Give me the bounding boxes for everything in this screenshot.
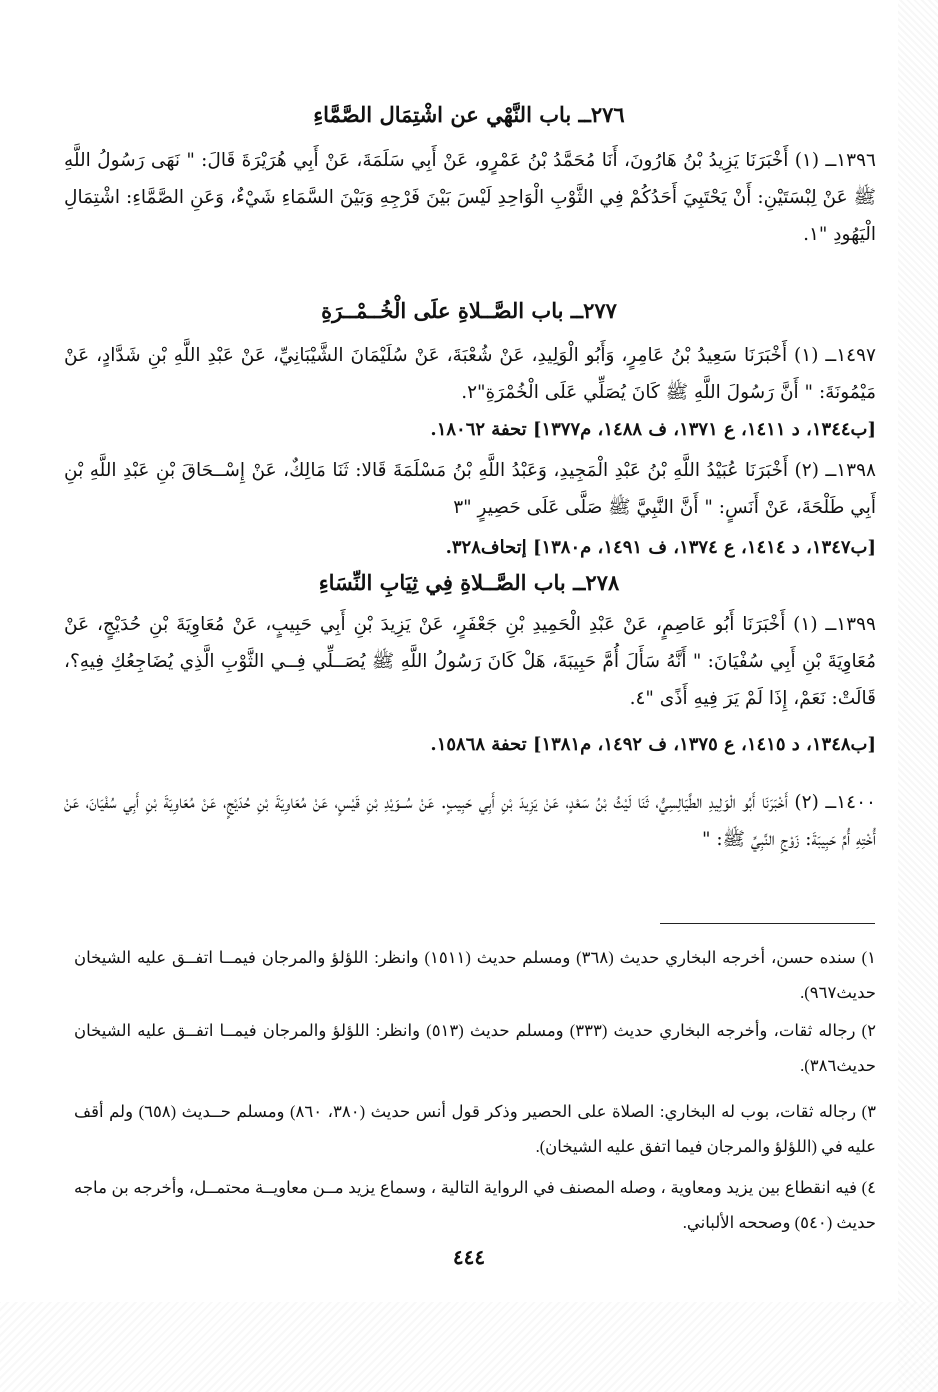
footnote-2: ٢) رجاله ثقات، وأخرجه البخاري حديث (٣٣٣) ومسلم حديث (٥١٣) وانظر: اللؤلؤ والمرجان فيمــا اتفــق عليه الشيخان حديث٣٨٦). xyxy=(74,1021,877,1075)
hadith-1400: ١٤٠٠ــ (٢) أَخْبَرَنَا أَبُو الْوَلِيدِ الطَّيَالِسِيُّ، ثَنَا لَيْثُ بْنُ سَعْدٍ، عَنْ يَزِيدَ بْنِ أَبِي حَبِيبٍ. عَنْ سُــوَيْدِ بْنِ قَيْسٍ، عَنْ مُعَاوِيَةَ بْنِ حُدَيْجٍ، عَنْ مُعَاوِيَةَ بْنِ أَبِي سُفْيَانَ، عَنْ أُخْتِهِ أُمِّ حَبِيبَةَ: زَوْجِ النَّبِيِّ ﷺ: " xyxy=(64,792,876,850)
scan-shading xyxy=(898,0,938,1392)
scan-shading-bottom xyxy=(0,1302,938,1392)
hadith-1497-references: [ب١٣٤٤، د ١٤١١، ع ١٣٧١، ف ١٤٨٨، م١٣٧٧] تحفة ١٨٠٦٢. xyxy=(430,419,876,440)
hadith-1398: ١٣٩٨ــ (٢) أَخْبَرَنَا عُبَيْدُ اللَّهِ بْنُ عَبْدِ الْمَجِيدِ، وَعَبْدُ اللَّهِ بْنُ مَسْلَمَةَ قَالا: ثَنَا مَالِكٌ، عَنْ إِسْــحَاقَ بْنِ عَبْدِ اللَّهِ بْنِ أَبِي طَلْحَةَ، عَنْ أَنَسٍ: " أَنَّ النَّبِيَّ ﷺ صَلَّى عَلَى حَصِيرٍ "٣ xyxy=(64,460,876,518)
chapter-heading-278: ٢٧٨ــ باب الصَّــلاةِ فِي ثِيَابِ النِّسَاءِ xyxy=(318,570,620,595)
hadith-1396: ١٣٩٦ــ (١) أَخْبَرَنَا يَزِيدُ بْنُ هَارُونَ، أَنَا مُحَمَّدُ بْنُ عَمْرٍو، عَنْ أَبِي سَلَمَةَ، عَنْ أَبِي هُرَيْرَةَ قَالَ: " نَهَى رَسُولُ اللَّهِ ﷺ عَنْ لِبْسَتَيْنِ: أَنْ يَحْتَبِيَ أَحَدُكُمْ فِي الثَّوْبِ الْوَاحِدِ لَيْسَ بَيْنَ فَرْجِهِ وَبَيْنَ السَّمَاءِ شَيْءٌ، وَعَنِ الصَّمَّاءِ: اشْتِمَالِ الْيَهُودِ "١. xyxy=(64,150,876,245)
footnote-3: ٣) رجاله ثقات، بوب له البخاري: الصلاة على الحصير وذكر قول أنس حديث (٣٨٠، ٨٦٠) ومسلم حــديث (٦٥٨) ولم أقف عليه في (اللؤلؤ والمرجان فيما اتفق عليه الشيخان). xyxy=(74,1102,877,1156)
hadith-1399: ١٣٩٩ــ (١) أَخْبَرَنَا أَبُو عَاصِمٍ، عَنْ عَبْدِ الْحَمِيدِ بْنِ جَعْفَرٍ، عَنْ يَزِيدَ بْنِ أَبِي حَبِيبٍ، عَنْ مُعَاوِيَةَ بْنِ حُدَيْجٍ، عَنْ مُعَاوِيَةَ بْنِ أَبِي سُفْيَانَ: " أَنَّهُ سَأَلَ أُمَّ حَبِيبَةَ، هَلْ كَانَ رَسُولُ اللَّهِ ﷺ يُصَــلِّي فِــي الثَّوْبِ الَّذِي يُضَاجِعُكِ فِيهِ؟، قَالَتْ: نَعَمْ، إِذَا لَمْ يَرَ فِيهِ أَذًى "٤. xyxy=(64,614,876,709)
page-number: ٤٤٤ xyxy=(452,1245,486,1269)
footnote-4: ٤) فيه انقطاع بين يزيد ومعاوية ، وصله المصنف في الرواية التالية ، وسماع يزيد مــن معاويــة محتمــل، وأخرجه بن ماجه حديث (٥٤٠) وصححه الألباني. xyxy=(74,1178,876,1232)
hadith-1497: ١٤٩٧ــ (١) أَخْبَرَنَا سَعِيدُ بْنُ عَامِرٍ، وَأَبُو الْوَلِيدِ، عَنْ شُعْبَةَ، عَنْ سُلَيْمَانَ الشَّيْبَانِيِّ، عَنْ عَبْدِ اللَّهِ بْنِ شَدَّادٍ، عَنْ مَيْمُونَةَ: " أَنَّ رَسُولَ اللَّهِ ﷺ كَانَ يُصَلِّي عَلَى الْخُمْرَةِ"٢. xyxy=(64,345,876,403)
footnote-separator xyxy=(660,923,875,924)
chapter-heading-276: ٢٧٦ــ باب النَّهْي عن اشْتِمَال الصَّمَّاءِ xyxy=(313,102,625,127)
hadith-1399-references: [ب١٣٤٨، د ١٤١٥، ع ١٣٧٥، ف ١٤٩٢، م١٣٨١] تحفة ١٥٨٦٨. xyxy=(430,734,876,755)
footnote-1: ١) سنده حسن، أخرجه البخاري حديث (٣٦٨) ومسلم حديث (١٥١١) وانظر: اللؤلؤ والمرجان فيمــا اتفــق عليه الشيخان حديث٩٦٧). xyxy=(74,948,876,1002)
hadith-1398-references: [ب١٣٤٧، د ١٤١٤، ع ١٣٧٤، ف ١٤٩١، م١٣٨٠] إتحاف٣٢٨. xyxy=(445,537,876,558)
chapter-heading-277: ٢٧٧ــ باب الصَّــلاةِ علَى الْخُــمْــرَةِ xyxy=(321,298,617,323)
